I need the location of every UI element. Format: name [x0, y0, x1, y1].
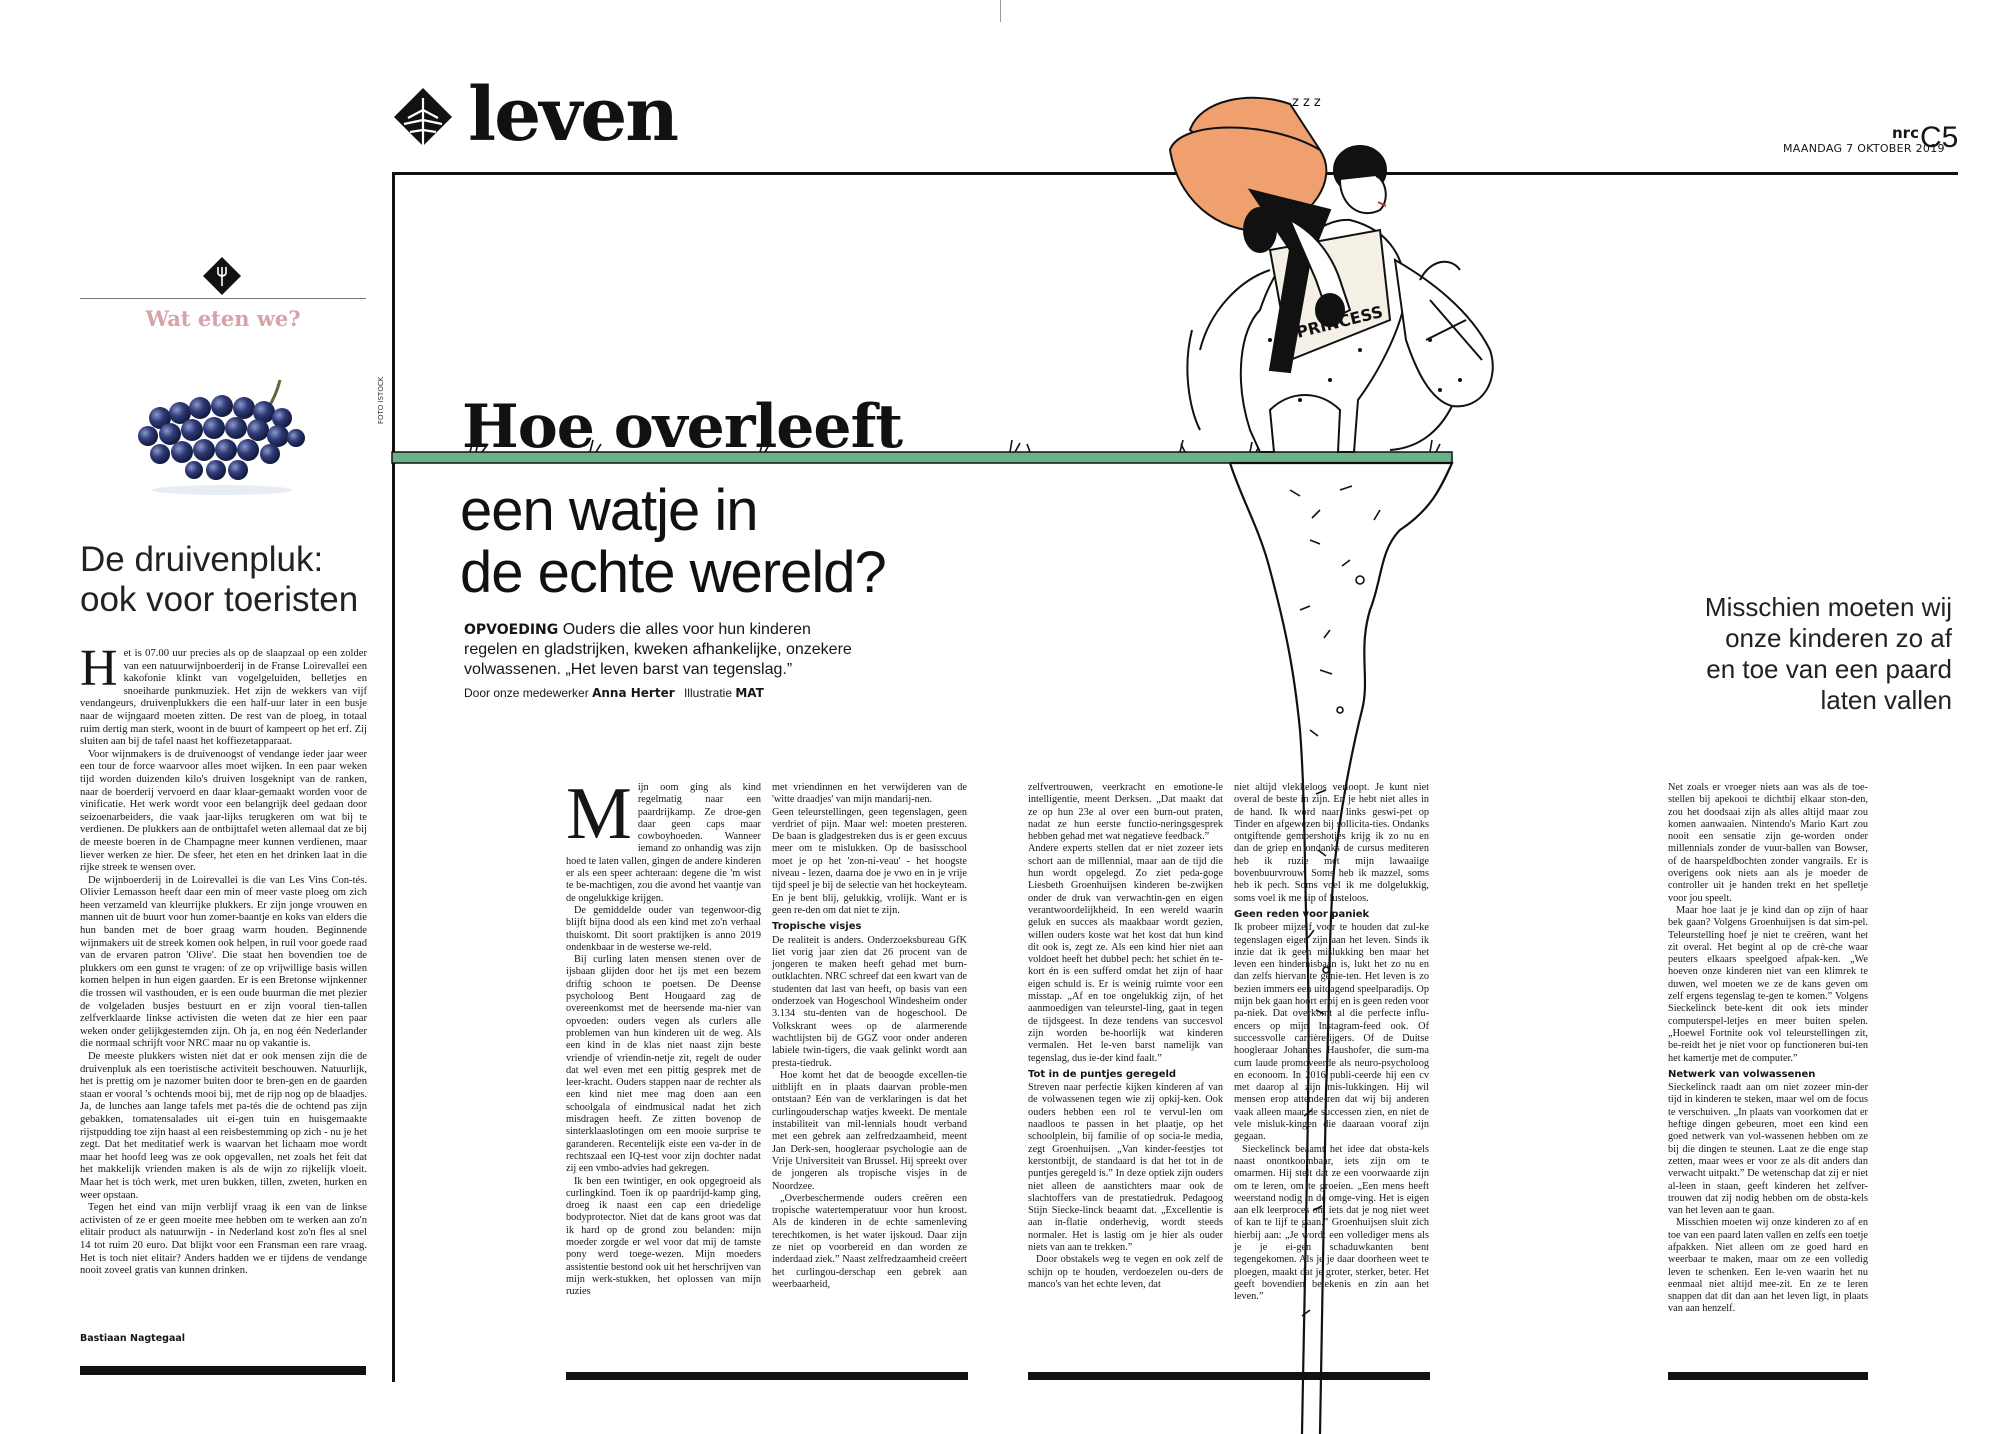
subheading: Netwerk van volwassenen	[1668, 1068, 1816, 1080]
article-dropcap: M	[566, 773, 632, 855]
subheading: Tot in de puntjes geregeld	[1028, 1068, 1177, 1080]
section-title: leven	[468, 72, 678, 158]
sidebar-bottom-rule	[80, 1366, 366, 1375]
paragraph: Maar hoe laat je je kind dan op zijn of haar bek gaan? Volgens Groenhuijsen is dat sim-pel. Teleurstelling hoef je niet te creëren, want het zit overal. Het begint al op de crè-che waar peuters elkaars speelgoed afpak-ken. „We hoeven onze kinderen niet van een klimrek te duwen, wel moeten we ze de kans geven om zelf ergens tegenslag te-gen te komen.” Volgens Sieckelinck bete-kent dit ook iets minder computerspel-letjes en meer buiten spelen. „Hoewel Fortnite ook vol teleurstellingen zit, be-reidt het je niet voor op functioneren bui-ten het kamertje met de computer.”	[1668, 904, 1868, 1064]
sidebar-author: Bastiaan Nagtegaal	[80, 1333, 186, 1344]
byline-prefix: Door onze medewerker	[464, 686, 589, 700]
paragraph: Geen teleurstellingen, geen tegenslagen, geen verdriet of pijn. Maar wel: moeten presteren. De baan is gladgestreken dus is er geen excuus meer om te mislukken. Op de basisschool moet je op het 'zon-ni-veau' - het hoogste niveau - lezen, daarna doe je vwo en in je vrije tijd speel je bij de selectie van het hockeyteam. En je bent blij, gelukkig, vrolijk. Want er is geen re-den om dat niet te zijn.	[772, 806, 967, 916]
headline-line: de echte wereld?	[460, 540, 886, 605]
subheading: Geen reden voor paniek	[1234, 908, 1370, 920]
byline-illustration-prefix: Illustratie	[683, 686, 732, 700]
sidebar-headline-line: De druivenpluk:	[80, 540, 324, 579]
article-column-4	[1234, 782, 1429, 1303]
paragraph: Bij curling laten mensen stenen over de ijsbaan glijden door het ijs met een bezem driftig schoon te poetsen. De Deense psycholoog Bent Hougaard zag de overeenkomst met de heersende ma-nier van opvoeden: ouders vegen als curlers alle problemen van hun kinderen uit de weg. Als een kind in de klas niet naast zijn beste vriendje of vriendin-netje zit, regelt de ouder dat wel even met een pittig gesprek met de leer-kracht. Ouders stappen naar de rechter als een kind niet mee mag doen aan een schoolgala of eindmusical nadat het zich misdragen heeft. Ze zitten bovenop de sinterklaaslotingen om een mooie surprise te garanderen. Recentelijk eiste een va-der in de rechtszaal een IQ-test voor zijn dochter nadat zij een vmbo-advies had gekregen.	[566, 954, 761, 1175]
headline-line: een watje in	[460, 478, 758, 543]
paragraph: Door obstakels weg te vegen en ook zelf de schijn op te houden, verdoezelen ou-ders de manco's van het echte leven, dat	[1028, 1254, 1223, 1290]
paragraph: Sieckelinck beaamt het idee dat obsta-kels naast onontkoombaar, iets zijn om te omarmen. Hij stelt dat ze een voorwaarde zijn om te leren, om te groeien. „Een mens heeft weerstand nodig in de omge-ving. Het is eigen aan elk leerproces om iets dat je nog niet weet of kan te lijf te gaan.” Groenhuijsen sluit zich hierbij aan: „Je wordt een vollediger mens als je je ei-gen schaduwkanten bent tegengekomen. Als je je daar doorheen weet te ploegen, maakt dat je groter, sterker, beter. Het geeft bovendien betekenis en zin aan het leven.”	[1234, 1143, 1429, 1303]
byline-author: Anna Herter	[592, 686, 675, 700]
photo-credit: FOTO ISTOCK	[377, 376, 385, 424]
paragraph: Ik probeer mijzelf voor te houden dat zul-ke tegenslagen eigen zijn aan het leven. Sinds ik inzie dat ik geen mislukking ben maar het leven een hindernisbaan is, lukt het zo nu en dan zelfs hiervan te genie-ten. Het leven is zo bezien immers een uitdagend speelparadijs. Op mijn bek gaan hoort erbij en is geen reden voor pa-niek. Dat overkomt al die perfecte influ-encers op mijn Instagram-feed ook. Of successvolle carrièretijgers. Of de Duitse hoogleraar Johannes Haushofer, die sum-ma cum laude promoveerde als neuro-psycholoog en econoom. In 2016 publi-ceerde hij een cv met daarop al zijn mis-lukkingen. Hij wil mensen erop attende-ren dat wij bij anderen vaak alleen maar de successen zien, en niet de vele misluk-kingen die daaraan vooraf zijn gegaan.	[1234, 922, 1429, 1143]
paragraph: Sieckelinck raadt aan om niet zozeer min-der tijd in kinderen te steken, maar wel om de focus te verschuiven. „In plaats van voorkomen dat er heftige dingen gebeuren, moet een kind een goed netwerk van vol-wassenen hebben om ze bij die dingen te steunen. Laat ze die enge stap zetten, maar wees er voor ze als dit anders dan verwacht uitpakt.” De wetenschap dat zij er niet al-leen in staan, geeft kinderen het zelfver-trouwen dat zij nodig hebben om de obsta-kels van het leven aan te gaan.	[1668, 1082, 1868, 1217]
issue-date: MAANDAG 7 OKTOBER 2019	[1783, 142, 1945, 155]
subheading: Tropische visjes	[772, 921, 862, 933]
snore-text: z z z	[1292, 95, 1321, 110]
paragraph: Tegen het eind van mijn verblijf vraag ik een van de linkse activisten of ze er geen moeite mee hebben om te werken aan zo'n elitair product als natuurwijn - in Nederland kost zo'n fles al snel 14 tot ruim 20 euro. Dat blijkt voor een Fransman een rare vraag. Het is toch niet elitair? Anders hadden we er tijdens de vendange nooit zoveel gratis van kunnen drinken.	[80, 1202, 367, 1277]
sidebar-rule	[80, 298, 366, 299]
sidebar-kicker: Wat eten we?	[145, 306, 301, 331]
sidebar-article-body	[80, 640, 367, 1278]
paragraph: Misschien moeten wij onze kinderen zo af en toe van een paard laten vallen en zelfs een toetje afpakken. Niet alleen om ze goed hard en weerbaar te maken, maar om ze een volledig leven te schenken. Een le-ven waarin het nu eenmaal niet altijd mee-zit. En ze te leren snappen dat dit dan aan het leven ligt, in plaats van aan henzelf.	[1668, 1217, 1868, 1315]
pull-quote: Misschien moeten wij onze kinderen zo af en toe van een paard laten vallen	[1704, 592, 1952, 715]
headline-light	[460, 480, 980, 604]
nrc-leaf-logo-icon	[392, 86, 454, 152]
paragraph: Ik ben een twintiger, en ook opgegroeid als curlingkind. Toen ik op paardrijd-kamp ging, droeg ik naast een cap een driedelige bodyprotector. Niet dat de kans groot was dat ik hard op de grond zou belanden: mijn moeder zorgde er wel voor dat mij de tamste pony werd toege-wezen. Mijn moeders assistentie bestond ook uit het herschrijven van mijn werk-stukken, het oplossen van mijn ruzies	[566, 1175, 761, 1298]
gutter-mark	[1000, 0, 1001, 22]
intro-label: OPVOEDING	[464, 622, 559, 638]
bottom-rule	[1028, 1372, 1430, 1380]
article-column-2	[772, 782, 967, 1291]
sidebar-headline	[80, 540, 380, 620]
sidebar-headline-line: ook voor toeristen	[80, 580, 359, 619]
paragraph: Andere experts stellen dat er niet zozeer iets schort aan de millennial, maar aan de tijd die hun wordt opgelegd. Zo ziet peda-goge Liesbeth Groenhuijsen kinderen be-zwijken onder de druk van verwachtin-gen en eigen verantwoordelijkheid. In een wereld waarin geluk en succes als maakbaar wordt gezien, willen ouders koste wat het kost dat hun kind dit ook is, zegt ze. Als een kind hier niet aan voldoet heeft het dubbel pech: het schiet én te-kort én is een sufferd omdat het zijn of haar eigen schuld is. Er is weinig ruimte voor een misstap. „Af en toe ongelukkig zijn, of het aanmoedigen van teleurstel-ling, gaat in tegen de tijdsgeest. In deze tendens van succesvol zijn worden be-hoorlijk wat kinderen vermalen. Het le-ven barst namelijk van tegenslag, dus ie-der kind faalt.”	[1028, 843, 1223, 1064]
paragraph: Net zoals er vroeger niets aan was als de toe-stellen bij apekooi te dichtbij elkaar ston-den, zou het doodsaai zijn als alles altijd maar zou komen aanwaaien. Nintendo's Mario Kart zou nooit een sensatie zijn ge-worden onder millennials zonder de vuur-ballen van Bowser, of de haarspeldbochten zonder vangrails. Er is overigens ook niets aan als je moeder de controller uit je handen trekt en het spelletje voor jou speelt.	[1668, 782, 1868, 904]
intro-text: Ouders die alles voor hun kinderen regelen en gladstrijken, kweken afhankelijke, onzekere volwassenen. „Het leven barst van tegenslag.”	[464, 621, 852, 678]
bottom-rule	[1668, 1372, 1868, 1380]
paragraph: zelfvertrouwen, veerkracht en emotione-le intelligentie, meent Derksen. „Dat maakt dat ze op hun 23e al over een burn-out praten, nadat ze hun eerste functio-neringsgesprek hebben gehad met wat negatieve feedback.”	[1028, 782, 1223, 843]
sidebar-dropcap: H	[80, 640, 118, 697]
paragraph: Hoe komt het dat de beoogde excellen-tie uitblijft en in plaats daarvan proble-men ontstaan? Eén van de verklaringen is dat het curlingouderschap watjes kweekt. De mentale instabiliteit van mil-lennials houdt verband met een gebrek aan zelfredzaamheid, meent Jan Derk-sen, hoogleraar psychologie aan de Vrije Universiteit van Brussel. Hij spreekt over de jongeren als tropische visjes in de Noordzee.	[772, 1069, 967, 1192]
fork-diamond-icon	[202, 256, 242, 296]
paragraph: Streven naar perfectie kijken kinderen af van de volwassenen tegen wie zij opkij-ken. Ook ouders hebben een rol te vervul-len om naadloos te passen in het plaatje, op het schoolplein, bij familie of op socia-le media, zegt Groenhuijsen. „Van kinder-feestjes tot kerstontbijt, de standaard is dat het tot in de puntjes geregeld is.” In deze optiek zijn ouders niet alleen de aanstichters maar ook de slachtoffers van de prestatiedruk. Pedagoog Stijn Siecke-linck beaamt dat. „Excellentie is aan in-flatie onderhevig, wordt steeds normaler. Het is lastig om je hier als ouder niets van aan te trekken.”	[1028, 1082, 1223, 1253]
headline-bold: Hoe overleeft	[462, 392, 903, 462]
paragraph: De wijnboerderij in de Loirevallei is die van Les Vins Con-tés. Olivier Lemasson heeft daar een min of meer vaste ploeg om zich heen verzameld van kleurrijke plukkers. Er zijn jonge vrouwen en mannen uit de buurt voor hun zomer-baantje en koks van elders die hun banden met de boer graag warm houden. Beginnende wijnmakers uit de streek komen ook helpen, in ruil voor goede raad van de ervaren patron 'Olive'. Die staat hen bovendien toe de plukkers om een gunst te vragen: of ze op vrijwillige basis willen komen helpen in hun eigen gaarden. Er is een Bretonse wijnkenner die trossen wil vasthouden, er is een oude buurman die met plezier de volgeladen busjes bestuurt en er zijn vooral tien-tallen zelfverklaarde linkse activisten die weten dat ze hier een paar weken onder gelijkgestemden zijn. Oh ja, en nog één Nederlander die normaal schrijft voor NRC maar nu op vakantie is.	[80, 874, 367, 1050]
newspaper-brand: nrc	[1892, 124, 1919, 142]
paragraph: De meeste plukkers wisten niet dat er ook mensen zijn die de druivenpluk als een toeristische activiteit beschouwen. Natuurlijk, het is prettig om je nazomer buiten door te bren-gen en de gaarden staan er vooral 's ochtends mooi bij, met de rijp nog op de blaadjes. Ja, de lunches aan lange tafels met pa-tés die de ochtend pas zijn gebakken, tomatensalades uit ei-gen tuin en huisgemaakte rijstpudding toe zijn haast al een reisbestemming op zich - nu je het zegt. Dat het meditatief werk is waarvan het lichaam moe wordt maar het hoofd leeg was ze ook opgevallen, net zoals het feit dat het makkelijk vrienden maken is als de wijn zo rijkelijk vloeit. Maar het is tóch werk, met uren bukken, tillen, zweten, hurken en weer opstaan.	[80, 1051, 367, 1201]
paragraph: De realiteit is anders. Onderzoeksbureau GfK liet vorig jaar zien dat 26 procent van de jongeren te maken heeft gehad met burn-outklachten. NRC schreef dat een kwart van de studenten dat last van heeft, op basis van een onderzoek van Hogeschool Windesheim onder 3.134 stu-denten van de hogeschool. De Volkskrant wees op de alarmerende wachtlijsten bij de GGZ voor onder anderen labiele twin-tigers, die vaak gelinkt wordt aan presta-tiedruk.	[772, 934, 967, 1069]
article-intro	[464, 620, 864, 680]
page-number: C5	[1920, 121, 1959, 154]
grapes-photo	[130, 378, 314, 498]
paragraph: ijn oom ging als kind regelmatig naar een paardrijkamp. Ze droe-gen daar geen caps maar cowboyhoeden. Wanneer iemand zo onhandig was zijn hoed te laten vallen, gingen de andere kinderen er als een speer achteraan: degene die 'm wist te be-machtigen, zou die avond het vaantje van de ongelukkige krijgen.	[566, 782, 761, 904]
paragraph: „Overbeschermende ouders creëren een tropische watertemperatuur voor hun kroost. Als de kinderen in de echte samenleving terechtkomen, is het water ijskoud. Daar zijn ze niet op voorbereid en dan worden ze inderdaad ziek.” Naast zelfredzaamheid creëert het curlingou-derschap een gebrek aan weerbaarheid,	[772, 1192, 967, 1290]
byline	[464, 686, 764, 700]
column-divider	[392, 172, 395, 1382]
byline-illustrator: MAT	[735, 686, 764, 700]
article-column-3	[1028, 782, 1223, 1291]
article-column-1	[566, 773, 761, 1298]
paragraph: Voor wijnmakers is de druivenoogst of vendange ieder jaar weer een tour de force waarvoor alles moet wijken. In een paar weken tijd worden duizenden kilo's druiven losgeknipt van de ranken, naar de boerderij vervoerd en daar klaar-gemaakt worden voor de vinificatie. Het werk wordt voor een belangrijk deel gedaan door seizoenarbeiders, die vaak jaar-lijks terugkeren om wat bij te verdienen. De plukkers aan de ontbijttafel weten allemaal dat ze bij de meeste boeren in de Champagne meer kunnen verdienen, maar liever werken ze hier. De sfeer, het eten en het drinken laat in die rijke streek te wensen over.	[80, 748, 367, 874]
article-column-5	[1668, 782, 1868, 1316]
paragraph: niet altijd vlekkeloos verloopt. Je kunt niet overal de beste in zijn. En je hebt niet alles in de hand. Ik word naar links geswi-pet op Tinder en afgewezen bij sollicita-ties. Ondanks ontgiftende gembershotjes krijg ik zo nu en dan de griep en ondanks de cursus mediteren heb ik ruzie met mijn lawaaiige bovenbuurvrouw. Soms heb ik mazzel, soms heb ik pech. Soms voel ik me dolgelukkig, soms voel ik me sip of lusteloos.	[1234, 782, 1429, 904]
bottom-rule	[566, 1372, 968, 1380]
paragraph: met vriendinnen en het verwijderen van de 'witte draadjes' van mijn mandarij-nen.	[772, 782, 967, 806]
paragraph: De gemiddelde ouder van tegenwoor-dig blijft bijna dood als een kind met zo'n verhaal thuiskomt. Dit soort praktijken is anno 2019 ondenkbaar in de westerse we-reld.	[566, 904, 761, 953]
paragraph: et is 07.00 uur precies als op de slaapzaal op een zolder van een natuurwijnboerderij in de Franse Loirevallei een kakofonie klinkt van vogelgeluiden, belletjes en snoeiharde punkmuziek. Het zijn de wekkers van vijf vendangeurs, druivenplukkers die een half-uur later in een busje naar de wijngaard moeten zitten. De rest van de ploeg, in totaal ruim dertig man sterk, woont in de buurt of kampeert op het erf. Zij sluiten aan bij de tafel naast het koffiezetapparaat.	[80, 648, 367, 748]
